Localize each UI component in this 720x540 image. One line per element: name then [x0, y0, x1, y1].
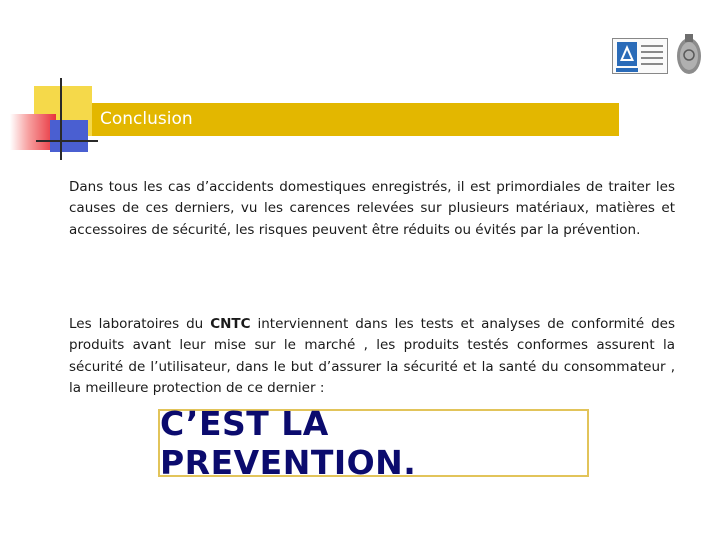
certification-mark-icon	[617, 42, 637, 66]
title-bar	[92, 103, 619, 136]
certification-strip	[616, 68, 638, 72]
prevention-callout-text: C’EST LA PREVENTION.	[160, 404, 417, 482]
certification-text-line	[641, 57, 663, 59]
paragraph-laboratories	[69, 314, 675, 400]
page-title: Conclusion	[100, 109, 193, 129]
seal-logo-icon	[676, 31, 702, 75]
paragraph-laboratories-start: Les laboratoires du	[69, 315, 211, 332]
certification-text-line	[641, 51, 663, 53]
decorative-vertical-line	[60, 78, 62, 160]
certification-logo-icon	[612, 38, 668, 74]
decorative-blue-square	[50, 120, 88, 152]
certification-text-line	[641, 45, 663, 47]
certification-text-line	[641, 63, 663, 65]
cntc-highlight: CNTC	[210, 315, 251, 332]
decorative-horizontal-line	[36, 140, 98, 142]
paragraph-laboratories-rest: interviennent dans les tests et analyses de conformité des produits avant leur mise sur le marché , les produits testés conformes assurent la sécurité de l’utilisateur, dans le but d’assurer la sécurité et la santé du consommateur , la meilleure protection de ce dernier :	[69, 315, 675, 396]
prevention-callout-box	[158, 404, 589, 482]
paragraph-accidents: Dans tous les cas d’accidents domestiques enregistrés, il est primordiales de traiter les causes de ces derniers, vu les carences relevées sur plusieurs matériaux, matières et accessoires de sécurité, les risques peuvent être réduits ou évités par la prévention.	[69, 178, 675, 238]
